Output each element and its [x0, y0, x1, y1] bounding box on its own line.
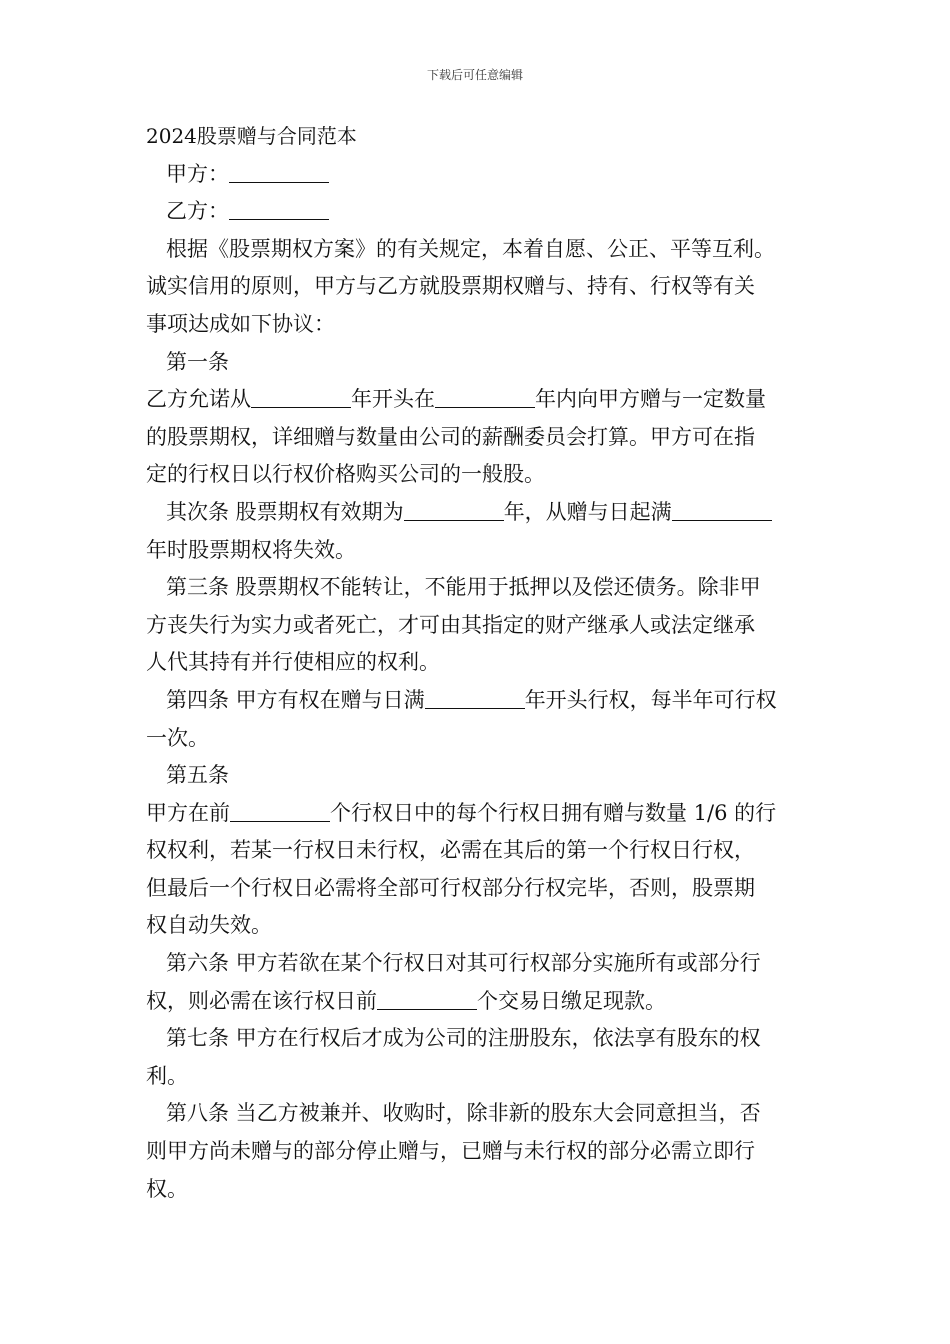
- document-title: 2024股票赠与合同范本: [146, 124, 357, 148]
- article-1-text-b: 年开头在: [351, 387, 435, 412]
- article-2-text-b: 年，从赠与日起满: [503, 499, 672, 524]
- article-4-line-2: 一次。: [146, 725, 209, 750]
- article-3-line-1: 第三条 股票期权不能转让，不能用于抵押以及偿还债务。除非甲: [166, 575, 761, 600]
- intro-line-1: 根据《股票期权方案》的有关规定，本着自愿、公正、平等互利。: [166, 236, 775, 261]
- trading-days-blank[interactable]: [377, 987, 477, 1010]
- validity-years-blank[interactable]: [404, 498, 504, 521]
- party-a-line: [146, 156, 808, 194]
- article-2-line-2: 年时股票期权将失效。: [146, 537, 356, 562]
- article-6-line-2: [146, 983, 808, 1021]
- article-1-line-1: [146, 381, 808, 419]
- article-5-line-3: 但最后一个行权日必需将全部可行权部分行权完毕，否则，股票期: [146, 875, 755, 900]
- party-b-blank[interactable]: [229, 197, 329, 220]
- party-b-line: [146, 193, 808, 231]
- article-7-line-2: 利。: [146, 1063, 188, 1088]
- article-2-line-1: [146, 494, 808, 532]
- article-6-text-a: 权，则必需在该行权日前: [146, 988, 377, 1013]
- article-1-text-a: 乙方允诺从: [146, 387, 251, 412]
- article-2-text-a: 其次条 股票期权有效期为: [166, 499, 404, 524]
- exercise-start-years-blank[interactable]: [425, 686, 525, 709]
- article-8-line-2: 则甲方尚未赠与的部分停止赠与，已赠与未行权的部分必需立即行: [146, 1139, 755, 1164]
- intro-line-2: 诚实信用的原则，甲方与乙方就股票期权赠与、持有、行权等有关: [146, 274, 755, 299]
- article-5-line-4: 权自动失效。: [146, 913, 272, 938]
- article-8-line-1: 第八条 当乙方被兼并、收购时，除非新的股东大会同意担当，否: [166, 1101, 761, 1126]
- article-4-line-1: [146, 682, 808, 720]
- article-1-line-2: 的股票期权，详细赠与数量由公司的薪酬委员会打算。甲方可在指: [146, 424, 755, 449]
- article-3-line-3: 人代其持有并行使相应的权利。: [146, 650, 440, 675]
- party-a-blank[interactable]: [229, 160, 329, 183]
- party-b-label: 乙方：: [166, 199, 229, 224]
- article-4-text-a: 第四条 甲方有权在赠与日满: [166, 687, 425, 712]
- article-1-heading: 第一条: [166, 349, 229, 374]
- exercise-days-count-blank[interactable]: [230, 799, 330, 822]
- article-6-line-1: 第六条 甲方若欲在某个行权日对其可行权部分实施所有或部分行: [166, 951, 761, 976]
- expiry-years-blank[interactable]: [672, 498, 772, 521]
- article-1-text-c: 年内向甲方赠与一定数量: [535, 387, 766, 412]
- article-5-text-a: 甲方在前: [146, 800, 230, 825]
- article-5-heading: 第五条: [166, 763, 229, 788]
- page-header: 下载后可任意编辑: [426, 68, 523, 82]
- article-5-line-2: 权权利，若某一行权日未行权，必需在其后的第一个行权日行权，: [146, 838, 755, 863]
- article-6-text-b: 个交易日缴足现款。: [477, 988, 666, 1013]
- start-year-blank[interactable]: [251, 385, 351, 408]
- article-5-text-b: 个行权日中的每个行权日拥有赠与数量 1/6 的行: [330, 800, 777, 825]
- contract-document: [146, 118, 808, 1208]
- duration-years-blank[interactable]: [435, 385, 535, 408]
- party-a-label: 甲方：: [166, 161, 229, 186]
- article-1-line-3: 定的行权日以行权价格购买公司的一般股。: [146, 462, 545, 487]
- article-4-text-b: 年开头行权，每半年可行权: [524, 687, 777, 712]
- article-3-line-2: 方丧失行为实力或者死亡，才可由其指定的财产继承人或法定继承: [146, 612, 755, 637]
- article-5-line-1: [146, 795, 808, 833]
- intro-line-3: 事项达成如下协议：: [146, 311, 335, 336]
- article-7-line-1: 第七条 甲方在行权后才成为公司的注册股东，依法享有股东的权: [166, 1026, 761, 1051]
- article-8-line-3: 权。: [146, 1176, 188, 1201]
